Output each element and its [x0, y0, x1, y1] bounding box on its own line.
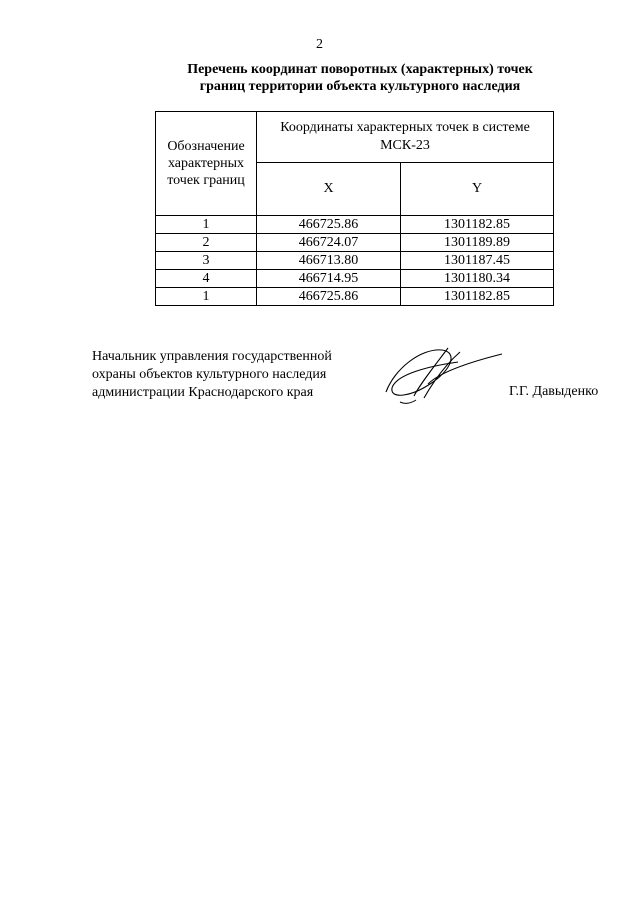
x-cell: 466724.07 — [257, 234, 401, 252]
title-line-1: Перечень координат поворотных (характерных) точек — [187, 62, 533, 77]
position-line: администрации Краснодарского края — [92, 385, 314, 400]
header-designation-line: Обозначение — [167, 139, 245, 154]
table-row — [156, 270, 554, 288]
header-x: X — [257, 163, 401, 216]
x-cell: 466725.86 — [257, 216, 401, 234]
point-cell: 2 — [156, 234, 257, 252]
position-line: Начальник управления государственной — [92, 349, 332, 364]
signer-name: Г.Г. Давыденко — [509, 384, 599, 399]
point-cell: 1 — [156, 288, 257, 306]
header-designation — [156, 112, 257, 216]
x-cell: 466714.95 — [257, 270, 401, 288]
signature-position — [92, 348, 332, 402]
page-number: 2 — [316, 37, 323, 52]
point-cell: 4 — [156, 270, 257, 288]
y-cell: 1301180.34 — [401, 270, 554, 288]
handwritten-signature — [380, 340, 505, 410]
coordinates-table — [155, 111, 554, 306]
header-designation-line: точек границ — [167, 173, 245, 188]
y-cell: 1301182.85 — [401, 288, 554, 306]
header-y: Y — [401, 163, 554, 216]
title-line-2: границ территории объекта культурного наследия — [199, 79, 521, 94]
position-line: охраны объектов культурного наследия — [92, 367, 327, 382]
table-row — [156, 216, 554, 234]
point-cell: 1 — [156, 216, 257, 234]
table-row — [156, 234, 554, 252]
table-row — [156, 252, 554, 270]
y-cell: 1301187.45 — [401, 252, 554, 270]
y-cell: 1301182.85 — [401, 216, 554, 234]
document-title — [150, 61, 570, 95]
header-system-line: МСК-23 — [380, 138, 430, 153]
table-row — [156, 288, 554, 306]
header-system-line: Координаты характерных точек в системе — [280, 120, 530, 135]
header-coordinate-system — [257, 112, 554, 163]
header-designation-line: характерных — [167, 156, 245, 171]
x-cell: 466713.80 — [257, 252, 401, 270]
point-cell: 3 — [156, 252, 257, 270]
x-cell: 466725.86 — [257, 288, 401, 306]
y-cell: 1301189.89 — [401, 234, 554, 252]
